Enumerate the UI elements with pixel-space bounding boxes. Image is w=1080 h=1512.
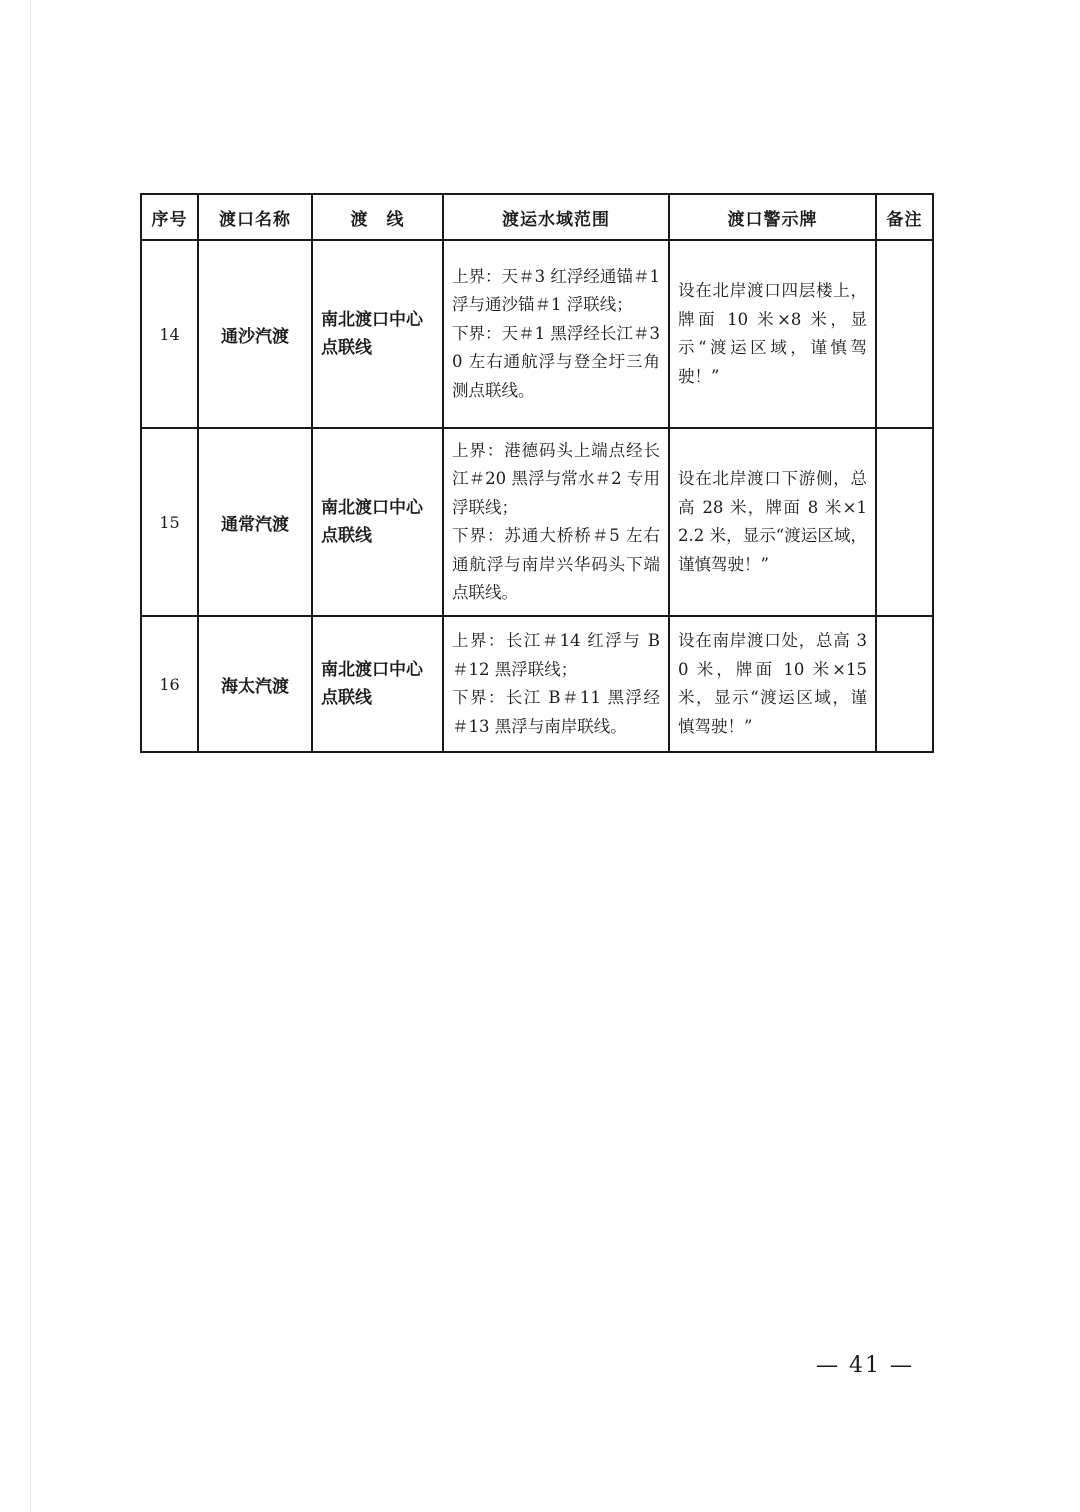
table-row	[141, 428, 933, 616]
page-number: — 41 —	[816, 1353, 914, 1378]
row-warning-sign: 设在南岸渡口处，总高 30 米，牌面 10 米×15 米，显示“渡运区域，谨慎驾驶！”	[669, 616, 876, 752]
header-remarks: 备注	[876, 194, 933, 240]
row-seq: 15	[141, 428, 198, 616]
row-water-range	[443, 616, 669, 752]
range-lower-bound: 下界：长江 B＃11 黑浮经＃13 黑浮与南岸联线。	[452, 688, 660, 736]
row-ferry-name: 通沙汽渡	[198, 240, 312, 428]
range-upper-bound: 上界：长江＃14 红浮与 B＃12 黑浮联线；	[452, 631, 660, 679]
row-water-range	[443, 428, 669, 616]
header-seq: 序号	[141, 194, 198, 240]
row-remarks	[876, 240, 933, 428]
row-warning-sign: 设在北岸渡口下游侧，总高 28 米，牌面 8 米×12.2 米，显示“渡运区域，谨慎驾驶！”	[669, 428, 876, 616]
header-route: 渡 线	[312, 194, 443, 240]
row-ferry-name: 通常汽渡	[198, 428, 312, 616]
row-seq: 14	[141, 240, 198, 428]
row-seq: 16	[141, 616, 198, 752]
row-ferry-name: 海太汽渡	[198, 616, 312, 752]
header-ferry-name: 渡口名称	[198, 194, 312, 240]
header-warning-sign: 渡口警示牌	[669, 194, 876, 240]
row-route: 南北渡口中心点联线	[312, 240, 443, 428]
ferry-table	[140, 193, 934, 753]
range-lower-bound: 下界：天＃1 黑浮经长江＃30 左右通航浮与登全圩三角测点联线。	[452, 323, 660, 400]
table-header-row	[141, 194, 933, 240]
header-water-range: 渡运水域范围	[443, 194, 669, 240]
range-upper-bound: 上界：天＃3 红浮经通锚＃1 浮与通沙锚＃1 浮联线；	[452, 266, 660, 315]
row-route: 南北渡口中心点联线	[312, 428, 443, 616]
row-remarks	[876, 428, 933, 616]
page-edge-line	[30, 0, 31, 1512]
table-row	[141, 616, 933, 752]
row-route: 南北渡口中心点联线	[312, 616, 443, 752]
row-warning-sign: 设在北岸渡口四层楼上，牌面 10 米×8 米，显示“渡运区域，谨慎驾驶！”	[669, 240, 876, 428]
row-remarks	[876, 616, 933, 752]
table-row	[141, 240, 933, 428]
row-water-range	[443, 240, 669, 428]
range-upper-bound: 上界：港德码头上端点经长江＃20 黑浮与常水＃2 专用浮联线；	[452, 440, 660, 517]
range-lower-bound: 下界：苏通大桥桥＃5 左右通航浮与南岸兴华码头下端点联线。	[452, 526, 660, 602]
